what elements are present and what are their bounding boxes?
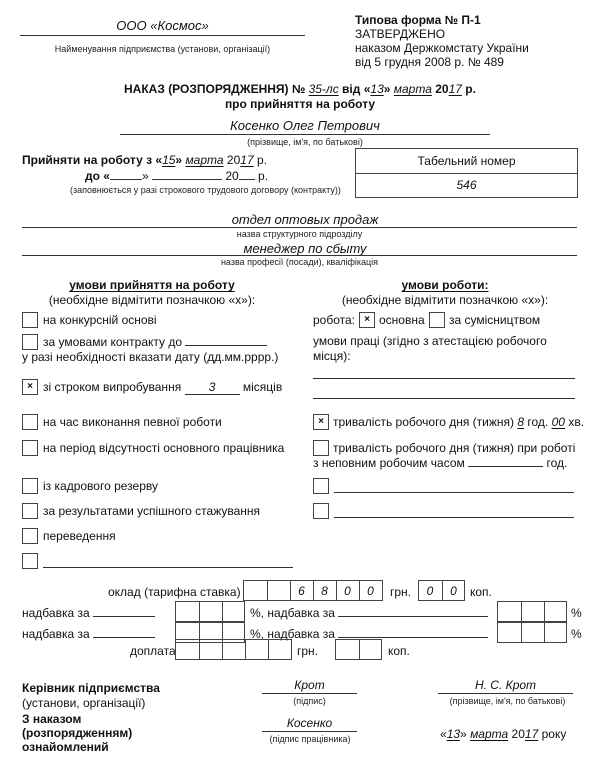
partial-time-checkbox[interactable]	[313, 440, 329, 456]
ack-date-close: »	[460, 727, 467, 741]
ack-date-end: року	[541, 727, 567, 741]
absence-checkbox[interactable]	[22, 440, 38, 456]
form-title: Типова форма № П-1	[355, 13, 481, 27]
rate-digit-2	[267, 581, 289, 600]
department-caption: назва структурного підрозділу	[236, 229, 363, 239]
partial-time-row	[313, 456, 567, 470]
bonus-digits-2[interactable]	[497, 601, 567, 622]
hire-day: 15	[162, 153, 176, 167]
order-year-prefix: 20	[435, 82, 449, 96]
bonus-digits-1[interactable]	[175, 601, 245, 622]
partial-time-unit: год.	[546, 456, 568, 470]
head-name: Н. С. Крот	[474, 678, 537, 692]
extra-pay-digits[interactable]	[175, 639, 292, 660]
bonus-pct-label-2: %, надбавка за	[250, 627, 335, 641]
main-work-label: основна	[379, 313, 425, 327]
hire-year-suffix: 17	[240, 153, 254, 167]
probation-value: 3	[185, 380, 240, 395]
head-signature: Крот	[294, 678, 325, 692]
internship-checkbox[interactable]	[22, 503, 38, 519]
order-reference: наказом Держкомстату України	[355, 41, 529, 55]
kop-digits[interactable]	[418, 580, 465, 601]
employee-name-caption: (прізвище, ім'я, по батькові)	[247, 137, 363, 147]
rate-digit-1	[244, 581, 266, 600]
transfer-checkbox[interactable]	[22, 528, 38, 544]
approved-label: ЗАТВЕРДЖЕНО	[355, 27, 446, 41]
order-reference-date: від 5 грудня 2008 р. № 489	[355, 55, 504, 69]
extra-condition-checkbox-1[interactable]	[313, 478, 329, 494]
extra-pay-uah: грн.	[297, 644, 319, 658]
partial-time-label: тривалість робочого дня (тижня) при роботі	[333, 441, 576, 455]
term-end-row	[85, 169, 268, 183]
order-title-prefix: НАКАЗ (РОЗПОРЯДЖЕННЯ) №	[124, 82, 306, 96]
labor-conditions-label: умови праці (згідно з атестацією робочого	[313, 334, 547, 348]
work-conditions-title: умови роботи:	[401, 278, 489, 292]
tab-number-label: Табельний номер	[417, 154, 516, 168]
head-signature-caption: (підпис)	[293, 696, 326, 706]
hire-date-row	[22, 153, 267, 167]
extra-pay-kop-digits[interactable]	[335, 639, 382, 660]
department-name: отдел оптовых продаж	[231, 212, 379, 227]
work-type-label: робота:	[313, 313, 355, 327]
order-month: марта	[393, 82, 432, 96]
term-end-year: 20	[225, 169, 239, 183]
part-time-label: за сумісництвом	[449, 313, 541, 327]
position-name: менеджер по сбыту	[243, 241, 367, 256]
position-caption: назва професії (посади), кваліфікація	[220, 257, 379, 267]
absence-label: на період відсутності основного працівника	[43, 441, 285, 455]
kop-digit-1: 0	[426, 584, 434, 598]
extra-condition-line-1[interactable]	[334, 492, 574, 493]
term-note: (заповнюється у разі строкового трудового договору (контракту))	[70, 185, 341, 195]
extra-condition-checkbox-2[interactable]	[313, 503, 329, 519]
ack-date-open: «	[440, 727, 447, 741]
probation-unit: місяців	[242, 380, 283, 394]
ack-label: З наказом	[22, 712, 82, 726]
duration-hours-label: год.	[527, 415, 549, 429]
order-subtitle: про прийняття на роботу	[224, 97, 376, 111]
rate-digit-5: 0	[336, 581, 358, 600]
tab-number-value: 546	[456, 178, 477, 192]
term-end-day-close: »	[141, 169, 149, 183]
internship-label: за результатами успішного стажування	[43, 504, 261, 518]
rate-uah-label: грн.	[390, 585, 412, 599]
duration-minutes: 00	[551, 415, 565, 429]
ack-date-day: 13	[446, 727, 461, 741]
rate-digits[interactable]	[243, 580, 383, 601]
term-end-year-end: р.	[258, 169, 269, 183]
hire-conditions-note: (необхідне відмітити позначкою «х»):	[48, 293, 256, 307]
employee-name: Косенко Олег Петрович	[230, 118, 380, 133]
extra-condition-line-2[interactable]	[334, 517, 574, 518]
transfer-label: переведення	[43, 529, 116, 543]
org-caption: Найменування підприємства (установи, організації)	[54, 44, 271, 54]
hire-day-close: »	[175, 153, 183, 167]
head-label-2: (установи, організації)	[22, 696, 146, 710]
ack-label-3: ознайомлений	[22, 740, 109, 754]
other-condition-line[interactable]	[43, 567, 293, 568]
order-number: 35-лс	[308, 82, 339, 96]
order-year-suffix: 17	[448, 82, 462, 96]
term-end-label: до «	[85, 169, 110, 183]
employee-signature-line	[262, 731, 357, 732]
bonus-digits-4[interactable]	[497, 622, 567, 643]
contract-label-text: за умовами контракту до	[43, 335, 183, 349]
probation-checkbox[interactable]: ×	[22, 379, 38, 395]
kop-digit-2: 0	[442, 581, 464, 600]
order-day-close: »	[383, 82, 391, 96]
hire-year-prefix: 20	[226, 153, 241, 167]
rate-kop-label: коп.	[470, 585, 492, 599]
tab-number-box	[355, 148, 578, 198]
ack-date-month: марта	[470, 727, 509, 741]
ack-label-2: (розпорядженням)	[22, 726, 133, 740]
bonus-row-1	[22, 606, 155, 620]
rate-digit-3: 6	[290, 581, 312, 600]
ack-date-year-suffix: 17	[524, 727, 539, 741]
order-day: 13	[370, 82, 384, 96]
position-line	[22, 255, 577, 256]
contract-checkbox[interactable]	[22, 334, 38, 350]
bonus-pct-1: %	[571, 606, 582, 620]
duration-label: тривалість робочого дня (тижня)	[333, 415, 515, 429]
org-name-line	[20, 35, 305, 36]
employee-signature: Косенко	[286, 716, 333, 730]
bonus-pct-row-1	[250, 606, 488, 620]
organization-name: ООО «Космос»	[116, 18, 209, 33]
bonus-row-2	[22, 627, 155, 641]
order-title	[0, 82, 600, 96]
duration-checkbox[interactable]: ×	[313, 414, 329, 430]
employee-name-line	[120, 134, 490, 135]
labor-conditions-line-2[interactable]	[313, 398, 575, 399]
competitive-label: на конкурсній основі	[43, 313, 157, 327]
order-year-end: р.	[465, 82, 476, 96]
head-name-line	[438, 693, 573, 694]
rate-label: оклад (тарифна ставка)	[108, 585, 241, 599]
competitive-checkbox[interactable]	[22, 312, 38, 328]
hire-conditions-title: умови прийняття на роботу	[69, 278, 235, 292]
ack-date-year-prefix: 20	[511, 727, 525, 741]
extra-pay-kop: коп.	[388, 644, 410, 658]
contract-date-note: у разі необхідності вказати дату (дд.мм.рррр.)	[22, 350, 279, 364]
department-line	[22, 227, 577, 228]
partial-time-label-2: з неповним робочим часом	[313, 456, 465, 470]
labor-conditions-label-2: місця):	[313, 349, 351, 363]
duration-hours: 8	[517, 415, 525, 429]
probation-label: зі строком випробування	[43, 380, 182, 394]
rate-digit-6: 0	[359, 581, 381, 600]
probation-row	[43, 380, 282, 395]
work-conditions-note: (необхідне відмітити позначкою «х»):	[341, 293, 549, 307]
employee-signature-caption: (підпис працівника)	[269, 734, 351, 744]
other-condition-checkbox[interactable]	[22, 553, 38, 569]
specific-work-checkbox[interactable]	[22, 414, 38, 430]
hire-label: Прийняти на роботу з «	[22, 153, 163, 167]
duration-minutes-label: хв.	[568, 415, 585, 429]
bonus-label-1: надбавка за	[22, 606, 90, 620]
reserve-label: із кадрового резерву	[43, 479, 158, 493]
extra-pay-label: доплата	[130, 644, 176, 658]
part-time-checkbox[interactable]	[429, 312, 445, 328]
rate-digit-4: 8	[313, 581, 335, 600]
specific-work-label: на час виконання певної роботи	[43, 415, 222, 429]
order-from: від «	[342, 82, 371, 96]
bonus-label-2: надбавка за	[22, 627, 90, 641]
bonus-pct-label-1: %, надбавка за	[250, 606, 335, 620]
ack-date	[440, 727, 566, 741]
hire-month: марта	[185, 153, 224, 167]
labor-conditions-line-1[interactable]	[313, 378, 575, 379]
head-signature-line	[262, 693, 357, 694]
reserve-checkbox[interactable]	[22, 478, 38, 494]
head-label: Керівник підприємства	[22, 681, 160, 695]
head-name-caption: (прізвище, ім'я, по батькові)	[449, 696, 566, 706]
hire-year-end: р.	[256, 153, 267, 167]
bonus-pct-2: %	[571, 627, 582, 641]
contract-label	[43, 335, 267, 349]
main-work-checkbox[interactable]: ×	[359, 312, 375, 328]
duration-row	[333, 415, 584, 429]
